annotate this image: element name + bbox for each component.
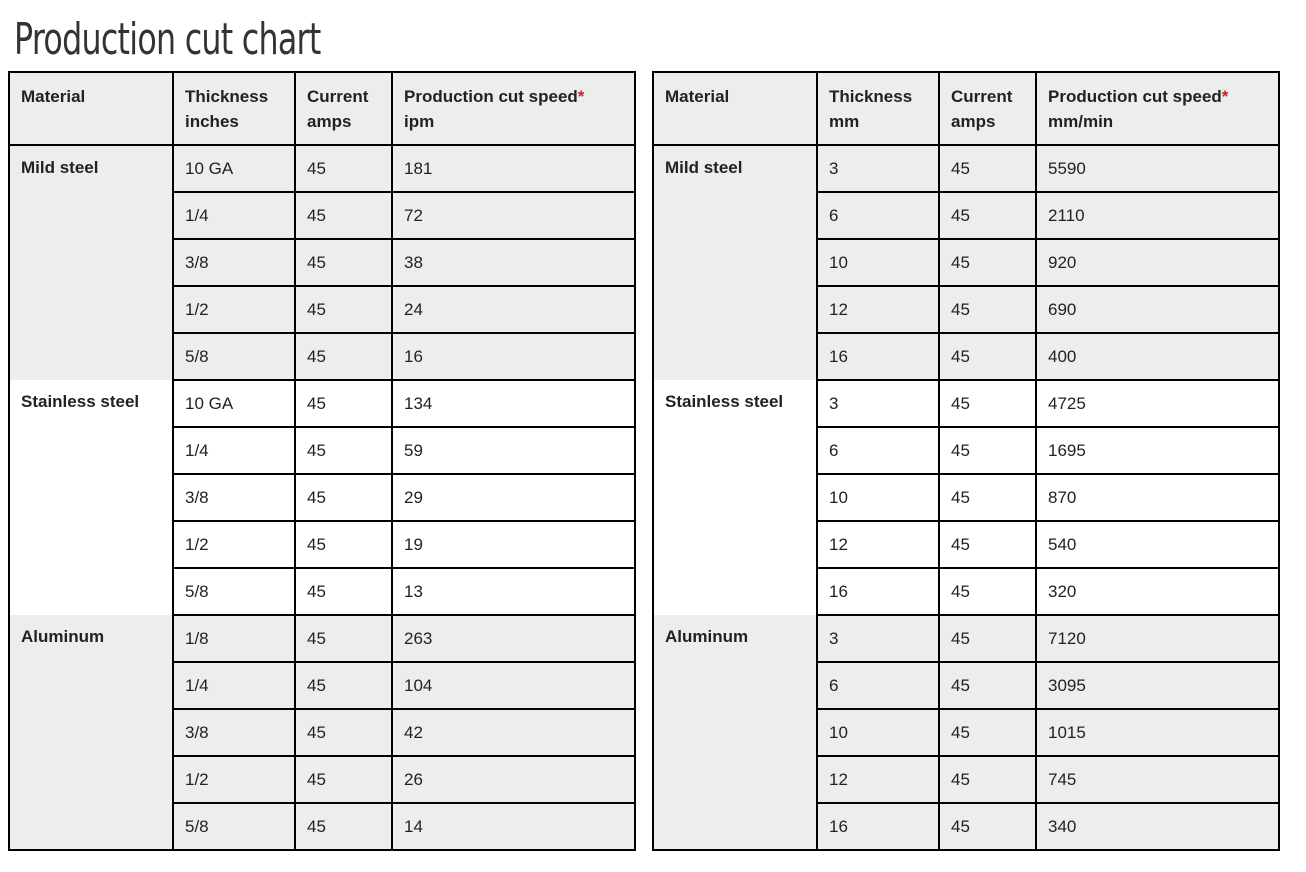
speed-cell: 181: [392, 145, 635, 192]
header-row: [653, 72, 1279, 145]
speed-cell: 263: [392, 615, 635, 662]
material-cell: Stainless steel: [9, 380, 173, 615]
current-cell: 45: [295, 568, 392, 615]
speed-cell: 690: [1036, 286, 1279, 333]
thickness-cell: 6: [817, 427, 939, 474]
speed-cell: 1695: [1036, 427, 1279, 474]
thickness-cell: 1/2: [173, 756, 295, 803]
speed-cell: 4725: [1036, 380, 1279, 427]
current-cell: 45: [939, 192, 1036, 239]
current-cell: 45: [939, 568, 1036, 615]
thickness-cell: 10 GA: [173, 380, 295, 427]
material-cell: Mild steel: [653, 145, 817, 380]
header-current-label: Current: [951, 87, 1013, 106]
speed-cell: 320: [1036, 568, 1279, 615]
thickness-cell: 12: [817, 521, 939, 568]
speed-cell: 26: [392, 756, 635, 803]
thickness-cell: 10: [817, 474, 939, 521]
speed-cell: 19: [392, 521, 635, 568]
header-thickness-label: Thickness: [185, 87, 269, 106]
current-cell: 45: [295, 521, 392, 568]
current-cell: 45: [295, 427, 392, 474]
thickness-cell: 10: [817, 239, 939, 286]
header-speed-label: Production cut speed: [404, 87, 578, 106]
speed-cell: 14: [392, 803, 635, 850]
current-cell: 45: [939, 286, 1036, 333]
footnote-asterisk: *: [1221, 87, 1229, 106]
header-material: [9, 72, 173, 145]
thickness-cell: 10: [817, 709, 939, 756]
current-cell: 45: [295, 615, 392, 662]
speed-cell: 870: [1036, 474, 1279, 521]
header-thickness: [817, 72, 939, 145]
header-material: [653, 72, 817, 145]
header-current-unit: amps: [951, 112, 996, 131]
header-current: [295, 72, 392, 145]
speed-cell: 2110: [1036, 192, 1279, 239]
thickness-cell: 12: [817, 286, 939, 333]
thickness-cell: 16: [817, 333, 939, 380]
thickness-cell: 1/2: [173, 521, 295, 568]
cut-chart-table-imperial: [8, 71, 636, 851]
speed-cell: 134: [392, 380, 635, 427]
material-cell: Aluminum: [9, 615, 173, 850]
thickness-cell: 16: [817, 568, 939, 615]
speed-cell: 400: [1036, 333, 1279, 380]
current-cell: 45: [939, 145, 1036, 192]
thickness-cell: 3: [817, 380, 939, 427]
thickness-cell: 10 GA: [173, 145, 295, 192]
speed-cell: 5590: [1036, 145, 1279, 192]
current-cell: 45: [939, 474, 1036, 521]
header-speed-unit: ipm: [404, 112, 435, 131]
current-cell: 45: [939, 239, 1036, 286]
speed-cell: 42: [392, 709, 635, 756]
material-cell: Stainless steel: [653, 380, 817, 615]
table-row: [653, 145, 1279, 192]
table-row: [653, 615, 1279, 662]
thickness-cell: 16: [817, 803, 939, 850]
current-cell: 45: [939, 427, 1036, 474]
current-cell: 45: [939, 756, 1036, 803]
header-current-label: Current: [307, 87, 369, 106]
material-cell: Mild steel: [9, 145, 173, 380]
thickness-cell: 3: [817, 145, 939, 192]
thickness-cell: 1/4: [173, 427, 295, 474]
header-speed: [1036, 72, 1279, 145]
current-cell: 45: [295, 380, 392, 427]
speed-cell: 540: [1036, 521, 1279, 568]
current-cell: 45: [295, 662, 392, 709]
thickness-cell: 1/8: [173, 615, 295, 662]
speed-cell: 59: [392, 427, 635, 474]
current-cell: 45: [939, 615, 1036, 662]
thickness-cell: 6: [817, 192, 939, 239]
thickness-cell: 12: [817, 756, 939, 803]
table-header: [9, 72, 635, 145]
table-row: [9, 145, 635, 192]
thickness-cell: 3: [817, 615, 939, 662]
speed-cell: 104: [392, 662, 635, 709]
header-thickness-unit: mm: [829, 112, 860, 131]
speed-cell: 920: [1036, 239, 1279, 286]
header-thickness-unit: inches: [185, 112, 239, 131]
speed-cell: 340: [1036, 803, 1279, 850]
thickness-cell: 3/8: [173, 239, 295, 286]
header-row: [9, 72, 635, 145]
current-cell: 45: [939, 662, 1036, 709]
thickness-cell: 1/4: [173, 192, 295, 239]
current-cell: 45: [295, 333, 392, 380]
page-title: Production cut chart: [14, 14, 321, 65]
header-material-label: Material: [665, 87, 730, 106]
speed-cell: 29: [392, 474, 635, 521]
speed-cell: 16: [392, 333, 635, 380]
header-speed-unit: mm/min: [1048, 112, 1114, 131]
speed-cell: 13: [392, 568, 635, 615]
header-material-label: Material: [21, 87, 86, 106]
material-cell: Aluminum: [653, 615, 817, 850]
current-cell: 45: [295, 145, 392, 192]
current-cell: 45: [939, 521, 1036, 568]
speed-cell: 72: [392, 192, 635, 239]
speed-cell: 1015: [1036, 709, 1279, 756]
current-cell: 45: [295, 756, 392, 803]
thickness-cell: 5/8: [173, 333, 295, 380]
current-cell: 45: [939, 333, 1036, 380]
table-body: [9, 145, 635, 850]
current-cell: 45: [939, 380, 1036, 427]
header-speed-label: Production cut speed: [1048, 87, 1222, 106]
current-cell: 45: [295, 709, 392, 756]
thickness-cell: 5/8: [173, 803, 295, 850]
current-cell: 45: [939, 803, 1036, 850]
table-body: [653, 145, 1279, 850]
speed-cell: 24: [392, 286, 635, 333]
speed-cell: 3095: [1036, 662, 1279, 709]
thickness-cell: 1/4: [173, 662, 295, 709]
header-current: [939, 72, 1036, 145]
table-row: [9, 615, 635, 662]
thickness-cell: 3/8: [173, 709, 295, 756]
header-speed: [392, 72, 635, 145]
current-cell: 45: [295, 803, 392, 850]
current-cell: 45: [295, 286, 392, 333]
current-cell: 45: [295, 474, 392, 521]
header-current-unit: amps: [307, 112, 352, 131]
speed-cell: 7120: [1036, 615, 1279, 662]
footnote-asterisk: *: [577, 87, 585, 106]
cut-chart-table-metric: [652, 71, 1280, 851]
thickness-cell: 6: [817, 662, 939, 709]
thickness-cell: 1/2: [173, 286, 295, 333]
speed-cell: 38: [392, 239, 635, 286]
table-row: [653, 380, 1279, 427]
speed-cell: 745: [1036, 756, 1279, 803]
thickness-cell: 5/8: [173, 568, 295, 615]
thickness-cell: 3/8: [173, 474, 295, 521]
table-row: [9, 380, 635, 427]
current-cell: 45: [295, 192, 392, 239]
header-thickness-label: Thickness: [829, 87, 913, 106]
current-cell: 45: [295, 239, 392, 286]
table-header: [653, 72, 1279, 145]
current-cell: 45: [939, 709, 1036, 756]
header-thickness: [173, 72, 295, 145]
